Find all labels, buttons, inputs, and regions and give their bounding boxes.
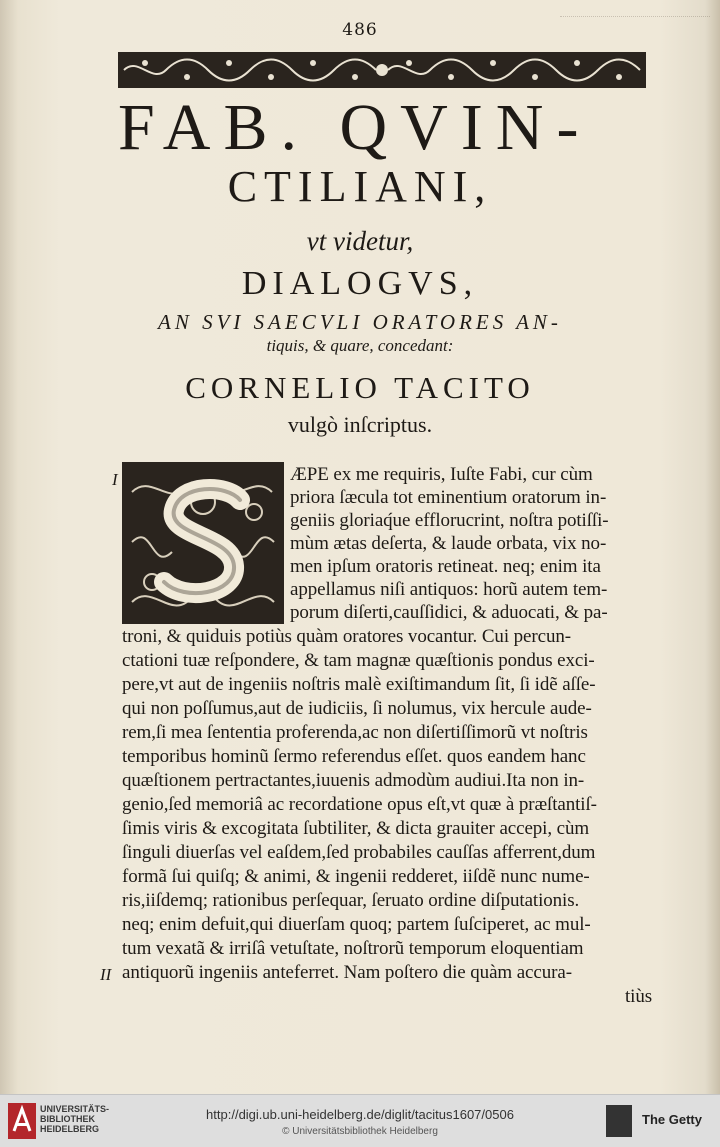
title-line-6: tiquis, & quare, concedant: <box>266 336 454 355</box>
text-line: priora ſæcula tot eminentium oratorum in- <box>290 487 607 508</box>
title-line-5: AN SVI SAECVLI ORATORES AN- <box>158 310 562 334</box>
text-line: ſimis viris & excogitata ſubtiliter, & dicta grauiter accepi, cùm <box>122 818 590 839</box>
copyright-notice: © Universitätsbibliothek Heidelberg <box>282 1126 438 1137</box>
text-line: rem,ſi mea ſententia proferenda,ac non diſertiſſimorũ vt noſtris <box>122 722 588 743</box>
title-line-4: DIALOGVS, <box>241 265 479 302</box>
text-line: men ipſum oratoris retineat. neq; enim ita <box>290 556 601 577</box>
ornamental-band <box>118 52 646 88</box>
getty-logo-icon <box>606 1105 632 1137</box>
text-line: porum diſerti,cauſſidici, & aduocati, & pa- <box>290 602 608 623</box>
text-line: troni, & quiduis potiùs quàm oratores vocantur. Cui percun- <box>122 626 571 647</box>
text-line: neq; enim defuit,qui diuerſam quoq; partem ſuſciperet, ac mul- <box>122 914 591 935</box>
title-line-8: vulgò inſcriptus. <box>287 412 433 437</box>
text-line: geniis gloriaq́ue efflorucrint, noſtra potiſſi- <box>290 510 609 531</box>
text-line: genio,ſed memoriâ ac recordatione opus eſt,vt quæ à præſtantiſ- <box>122 794 597 815</box>
text-line: ÆPE ex me requiris, Iuſte Fabi, cur cùm <box>290 464 593 485</box>
text-line: mùm ætas deſerta, & laude orbata, vix no- <box>290 533 607 554</box>
text-line: antiquorũ ingeniis anteferret. Nam poſtero die quàm accura- <box>122 962 572 983</box>
margin-number-2: II <box>100 965 112 984</box>
text-line: temporibus hominũ ſermo referendus eſſet. quos eandem hanc <box>122 746 586 767</box>
text-line: ſinguli diuerſas vel eaſdem,ſed probabiles cauſſas afferrent,dum <box>122 842 596 863</box>
text-line: appellamus niſi antiquos: horũ autem tem- <box>290 579 608 600</box>
library-name: UNIVERSITÄTS-BIBLIOTHEK HEIDELBERG <box>40 1104 110 1134</box>
text-line: qui non poſſumus,aut de iudiciis, ſi nolumus, vix hercule aude- <box>122 698 592 719</box>
text-line: quæſtionem pertractantes,iuuenis admodùm audiui.Ita non in- <box>122 770 585 791</box>
text-line: pere,vt aut de ingeniis noſtris malè exiſtimandum ſit, ſi idẽ aſſe- <box>122 674 596 695</box>
partner-name: The Getty <box>642 1112 702 1127</box>
page-url-link[interactable]: http://digi.ub.uni-heidelberg.de/diglit/tacitus1607/0506 <box>206 1107 514 1122</box>
catchword: tiùs <box>625 986 653 1007</box>
page-number: 486 <box>342 20 378 40</box>
text-line: formã ſui quiſq; & animi, & ingenii redderet, iiſdẽ nunc nume- <box>122 866 590 887</box>
text-line: ris,iiſdemq; rationibus perſequar, ſeruato ordine diſputationis. <box>122 890 580 911</box>
text-line: ctationi tuæ reſpondere, & tam magnæ quæſtionis pondus exci- <box>122 650 595 671</box>
decorated-initial-s <box>122 462 284 624</box>
title-line-1: FAB. QVIN- <box>118 91 592 164</box>
title-line-7: CORNELIO TACITO <box>185 370 535 405</box>
title-line-2: CTILIANI, <box>227 162 493 211</box>
title-line-3: vt videtur, <box>306 226 414 256</box>
viewer-footer <box>0 1094 720 1147</box>
margin-number-1: I <box>112 470 118 489</box>
text-line: tum vexatã & irriſâ vetuſtate, noſtrorũ temporum eloquentiam <box>122 938 584 959</box>
